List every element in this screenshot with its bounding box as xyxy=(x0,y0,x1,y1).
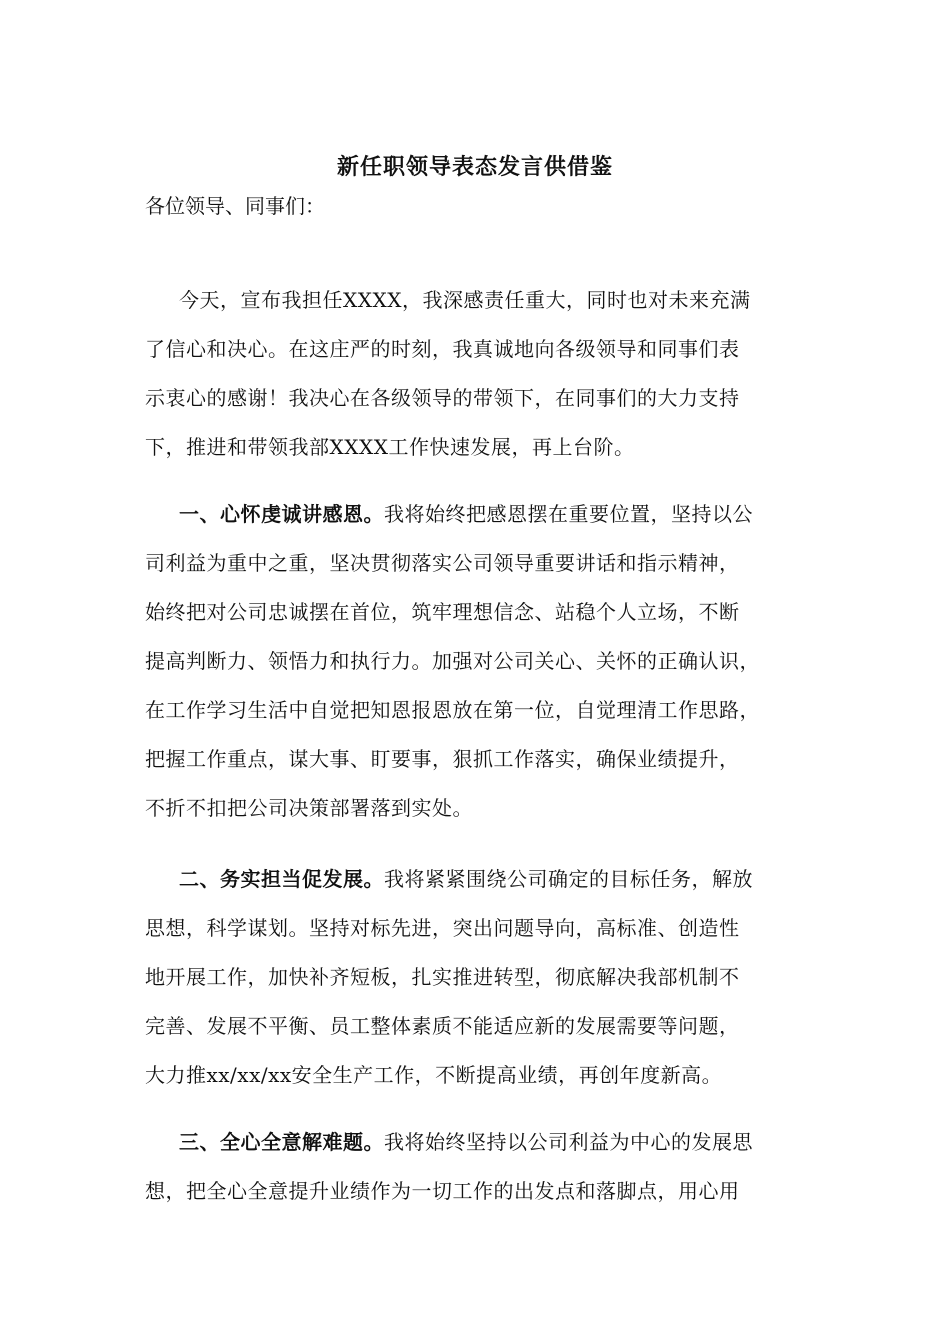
paragraph-first-line xyxy=(145,490,825,539)
document-title: 新任职领导表态发言供借鉴 xyxy=(336,154,613,180)
paragraph-line: 下，推进和带领我部XXXX工作快速发展，再上台阶。 xyxy=(145,435,635,459)
section-heading: 三、全心全意解难题。 xyxy=(179,1130,384,1154)
paragraph-line: 示衷心的感谢！我决心在各级领导的带领下，在同事们的大力支持 xyxy=(145,386,740,410)
paragraph-line: 了信心和决心。在这庄严的时刻，我真诚地向各级领导和同事们表 xyxy=(145,337,740,361)
greeting: 各位领导、同事们： xyxy=(145,194,325,218)
paragraph-line: 完善、发展不平衡、员工整体素质不能适应新的发展需要等问题， xyxy=(145,1014,740,1038)
paragraph-section-3 xyxy=(145,1118,825,1216)
paragraph-line: 大力推xx/xx/xx安全生产工作，不断提高业绩，再创年度新高。 xyxy=(145,1063,723,1087)
paragraph-line-text: 我将始终坚持以公司利益为中心的发展思 xyxy=(384,1130,753,1154)
paragraph-line-text: 我将始终把感恩摆在重要位置，坚持以公 xyxy=(384,502,753,526)
paragraph-line: 地开展工作，加快补齐短板，扎实推进转型，彻底解决我部机制不 xyxy=(145,965,740,989)
paragraph-section-1 xyxy=(145,490,825,833)
paragraph-first-line xyxy=(145,1118,825,1167)
paragraph-line: 司利益为重中之重，坚决贯彻落实公司领导重要讲话和指示精神， xyxy=(145,551,740,575)
paragraph-line: 今天，宣布我担任XXXX，我深感责任重大，同时也对未来充满 xyxy=(179,288,751,312)
paragraph-line: 思想，科学谋划。坚持对标先进，突出问题导向，高标准、创造性 xyxy=(145,916,740,940)
paragraph-line: 提高判断力、领悟力和执行力。加强对公司关心、关怀的正确认识， xyxy=(145,649,760,673)
paragraph-line: 在工作学习生活中自觉把知恩报恩放在第一位，自觉理清工作思路， xyxy=(145,698,760,722)
paragraph-line: 始终把对公司忠诚摆在首位，筑牢理想信念、站稳个人立场，不断 xyxy=(145,600,740,624)
paragraph-line: 想，把全心全意提升业绩作为一切工作的出发点和落脚点，用心用 xyxy=(145,1179,740,1203)
paragraph-intro xyxy=(145,276,825,472)
section-heading: 一、心怀虔诚讲感恩。 xyxy=(179,502,384,526)
paragraph-line-text: 我将紧紧围绕公司确定的目标任务，解放 xyxy=(384,867,753,891)
paragraph-line: 不折不扣把公司决策部署落到实处。 xyxy=(145,796,473,820)
section-heading: 二、务实担当促发展。 xyxy=(179,867,384,891)
paragraph-first-line xyxy=(145,855,825,904)
paragraph-section-2 xyxy=(145,855,825,1100)
paragraph-line: 把握工作重点，谋大事、盯要事，狠抓工作落实，确保业绩提升， xyxy=(145,747,740,771)
